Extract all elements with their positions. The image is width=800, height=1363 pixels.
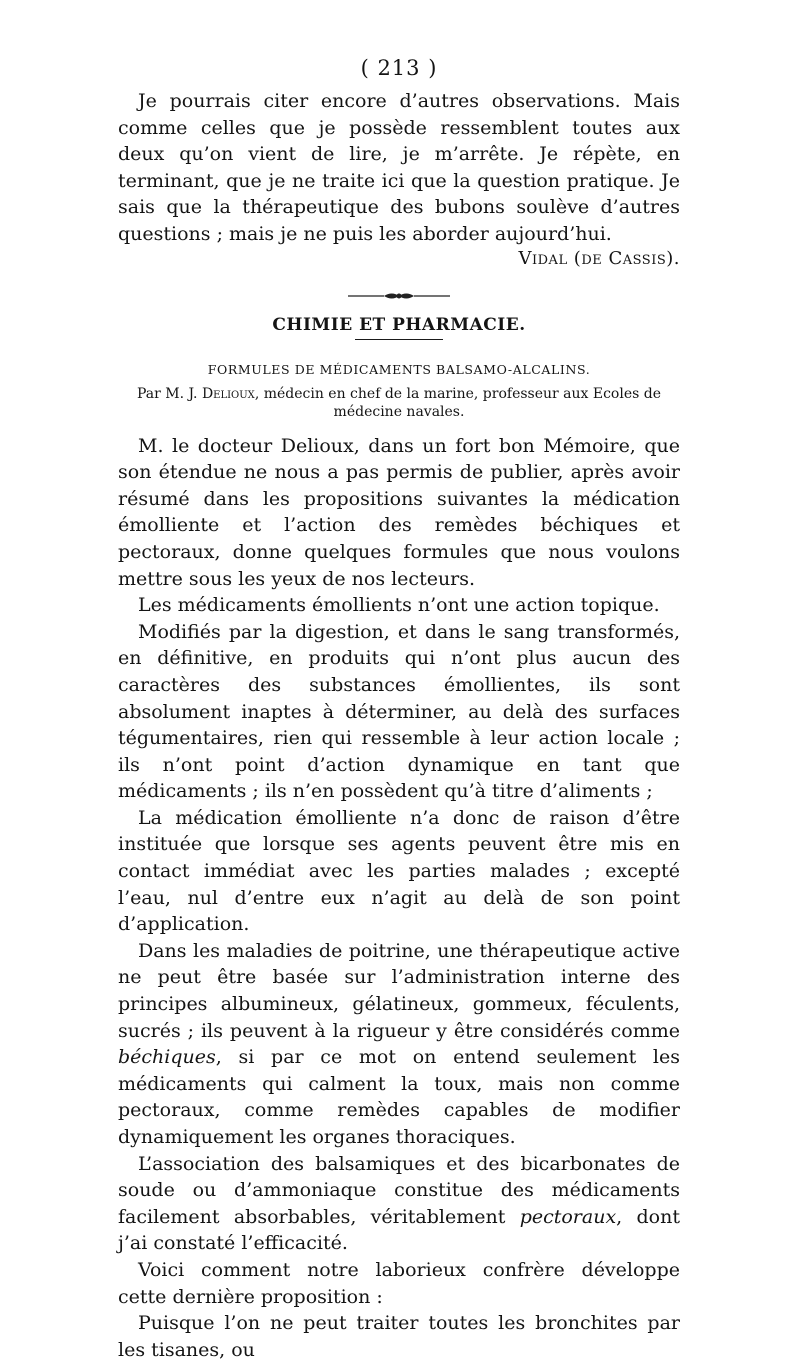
byline-author: Delioux bbox=[201, 385, 255, 402]
signature: Vidal (de Cassis). bbox=[518, 247, 680, 269]
paragraph-5-text-a: Dans les maladies de poitrine, une thérapeutique active ne peut être basée sur l’administration interne des principes albumineux, gélatineux, gommeux, féculents, sucrés ; ils peuvent à la rigueur y être considérés comme bbox=[118, 939, 680, 1042]
page-number: ( 213 ) bbox=[360, 56, 438, 80]
section-title: CHIMIE ET PHARMACIE. bbox=[272, 314, 526, 335]
paragraph-2: Les médicaments émollients n’ont une action topique. bbox=[138, 594, 660, 617]
paragraph-6-text-a: L’association des balsamiques et des bicarbonates de soude ou d’ammoniaque constitue des médicaments facilement absorbables, véritablement bbox=[118, 1152, 680, 1228]
paragraph-8: Puisque l’on ne peut traiter toutes les bronchites par les tisanes, ou bbox=[118, 1312, 680, 1361]
intro-paragraph: Je pourrais citer encore d’autres observations. Mais comme celles que je possède ressemblent toutes aux deux qu’on vient de lire, je m’arrête. Je répète, en terminant, que je ne traite ici que la question pratique. Je sais que la thérapeutique des bubons soulève d’autres questions ; mais je ne puis les aborder aujourd’hui. bbox=[118, 90, 680, 245]
paragraph-5-emphasis: béchiques bbox=[118, 1046, 216, 1069]
paragraph-5-text-b: , si par ce mot on entend seulement les médicaments qui calment la toux, mais non comme pectoraux, comme remèdes capables de modifier dynamiquement les organes thoraciques. bbox=[118, 1046, 680, 1148]
paragraph-4: La médication émolliente n’a donc de raison d’être instituée que lorsque ses agents peuvent être mis en contact immédiat avec les parties malades ; excepté l’eau, nul d’entre eux n’agit au delà de son point d’application. bbox=[118, 806, 680, 936]
byline bbox=[118, 385, 680, 421]
title-rule bbox=[355, 339, 443, 340]
paragraph-7: Voici comment notre laborieux confrère développe cette dernière proposition : bbox=[118, 1258, 680, 1308]
paragraph-5 bbox=[118, 938, 680, 1151]
fleuron-icon bbox=[344, 290, 454, 302]
byline-rest: , médecin en chef de la marine, professeur aux Ecoles de médecine navales. bbox=[254, 385, 662, 420]
paragraph-1: M. le docteur Delioux, dans un fort bon Mémoire, que son étendue ne nous a pas permis de publier, après avoir résumé dans les propositions suivantes la médication émolliente et l’action des remèdes béchiques et pectoraux, donne quelques formules que nous voulons mettre sous les yeux de nos lecteurs. bbox=[118, 434, 680, 590]
document-page bbox=[118, 56, 680, 1363]
fleuron-ornament bbox=[118, 287, 680, 299]
article-title: FORMULES DE MÉDICAMENTS BALSAMO-ALCALINS. bbox=[207, 361, 591, 377]
byline-prefix: Par M. J. bbox=[136, 385, 202, 402]
paragraph-3: Modifiés par la digestion, et dans le sang transformés, en définitive, en produits qui n’ont plus aucun des caractères des substances émollientes, ils sont absolument inaptes à déterminer, au delà des surfaces tégumentaires, rien qui ressemble à leur action locale ; ils n’ont point d’action dynamique en tant que médicaments ; ils n’en possèdent qu’à titre d’aliments ; bbox=[118, 620, 680, 803]
paragraph-6 bbox=[118, 1151, 680, 1257]
paragraph-6-emphasis: pectoraux bbox=[519, 1205, 617, 1228]
paragraph-6-text-b: , dont j’ai constaté l’efficacité. bbox=[118, 1205, 680, 1255]
